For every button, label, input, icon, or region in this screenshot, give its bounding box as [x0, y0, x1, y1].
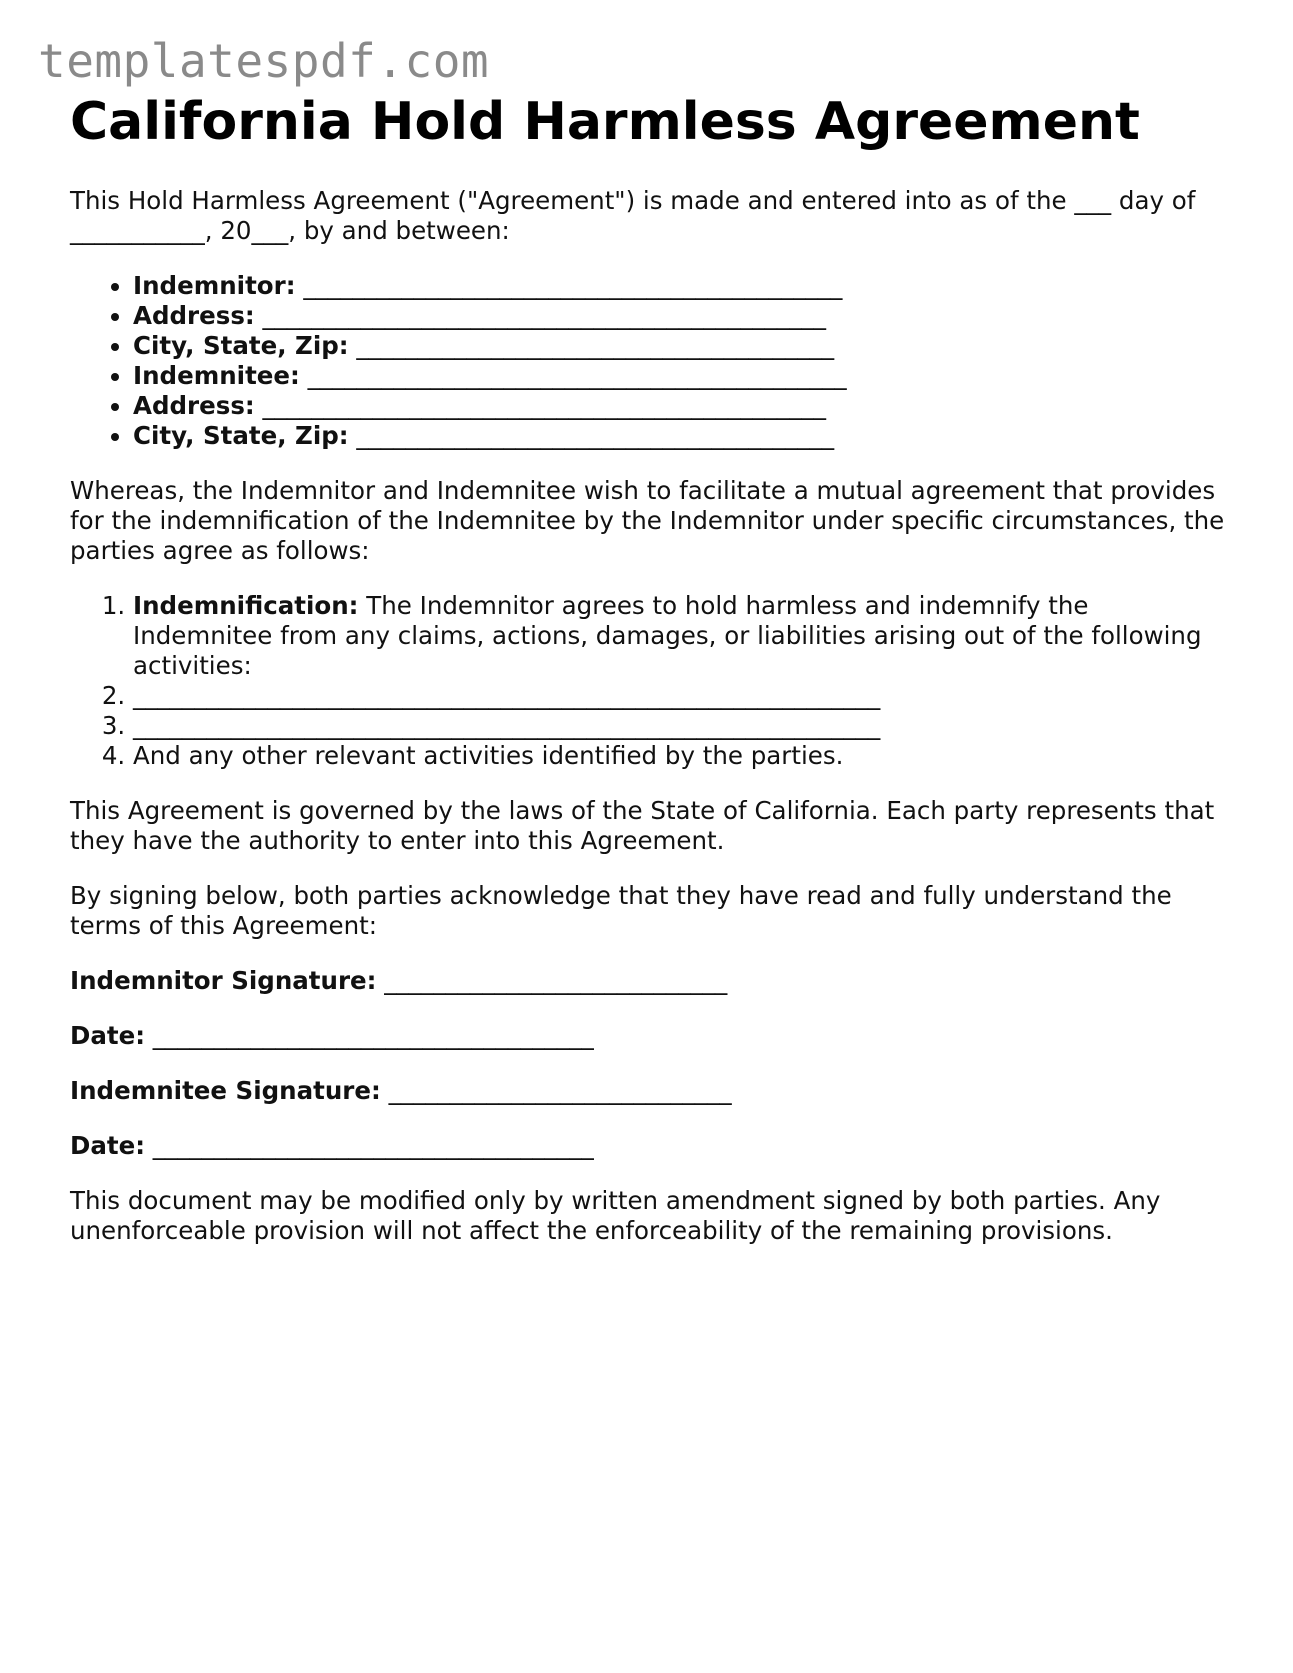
clause-indemnification	[133, 591, 1230, 681]
intro-paragraph: This Hold Harmless Agreement ("Agreement") is made and entered into as of the ___ day of ___________, 20___, by and between:	[70, 186, 1196, 245]
party-indemnitor-city	[133, 331, 1230, 361]
clause-other-activities: 4. And any other relevant activities identified by the parties.	[133, 741, 1230, 771]
indemnitor-city-field[interactable]: _______________________________________	[356, 331, 835, 360]
date-line-1	[70, 1021, 1230, 1051]
signature-label: Indemnitor Signature:	[70, 966, 377, 995]
activity-field-3[interactable]: _____________________________________________________________	[133, 711, 881, 740]
indemnitee-signature-line	[70, 1076, 1230, 1106]
indemnitor-signature-line	[70, 966, 1230, 996]
party-label: City, State, Zip:	[133, 421, 349, 450]
date-label: Date:	[70, 1131, 145, 1160]
amendment-paragraph: This document may be modified only by written amendment signed by both parties. Any unenforceable provision will not affect the enforceability of the remaining provisions.	[70, 1186, 1161, 1245]
clauses-list	[70, 591, 1230, 771]
party-indemnitee-city	[133, 421, 1230, 451]
governing-law-paragraph: This Agreement is governed by the laws of the State of California. Each party represents that they have the authority to enter into this Agreement.	[70, 796, 1215, 855]
date-field-1[interactable]: ____________________________________	[152, 1021, 594, 1050]
whereas-paragraph: Whereas, the Indemnitor and Indemnitee wish to facilitate a mutual agreement that provides for the indemnification of the Indemnitee by the Indemnitor under specific circumstances, the parties agree as follows:	[70, 476, 1225, 565]
watermark: templatespdf.com	[38, 34, 490, 88]
clause-label: Indemnification:	[133, 591, 359, 620]
clause-text: The Indemnitor agrees to hold harmless and indemnify the Indemnitee from any claims, actions, damages, or liabilities arising out of the following activities:	[133, 591, 1202, 680]
party-indemnitee	[133, 361, 1230, 391]
indemnitee-address-field[interactable]: ______________________________________________	[262, 391, 826, 420]
indemnitor-signature-field[interactable]: ____________________________	[384, 966, 728, 995]
indemnitee-city-field[interactable]: _______________________________________	[356, 421, 835, 450]
party-indemnitor	[133, 271, 1230, 301]
clause-activity-3	[133, 711, 1230, 741]
activity-field-2[interactable]: _____________________________________________________________	[133, 681, 881, 710]
date-field-2[interactable]: ____________________________________	[152, 1131, 594, 1160]
party-label: Indemnitee:	[133, 361, 300, 390]
document-title: California Hold Harmless Agreement	[70, 92, 1140, 152]
party-label: City, State, Zip:	[133, 331, 349, 360]
party-label: Address:	[133, 391, 255, 420]
document-page	[70, 90, 1230, 1246]
date-label: Date:	[70, 1021, 145, 1050]
party-label: Indemnitor:	[133, 271, 296, 300]
indemnitee-signature-field[interactable]: ____________________________	[388, 1076, 732, 1105]
party-indemnitee-address	[133, 391, 1230, 421]
parties-list	[70, 271, 1230, 451]
party-indemnitor-address	[133, 301, 1230, 331]
date-line-2	[70, 1131, 1230, 1161]
signature-label: Indemnitee Signature:	[70, 1076, 381, 1105]
party-label: Address:	[133, 301, 255, 330]
indemnitor-field[interactable]: ____________________________________________	[303, 271, 843, 300]
acknowledgement-paragraph: By signing below, both parties acknowledge that they have read and fully understand the terms of this Agreement:	[70, 881, 1172, 940]
indemnitor-address-field[interactable]: ______________________________________________	[262, 301, 826, 330]
indemnitee-field[interactable]: ____________________________________________	[307, 361, 847, 390]
clause-activity-2	[133, 681, 1230, 711]
